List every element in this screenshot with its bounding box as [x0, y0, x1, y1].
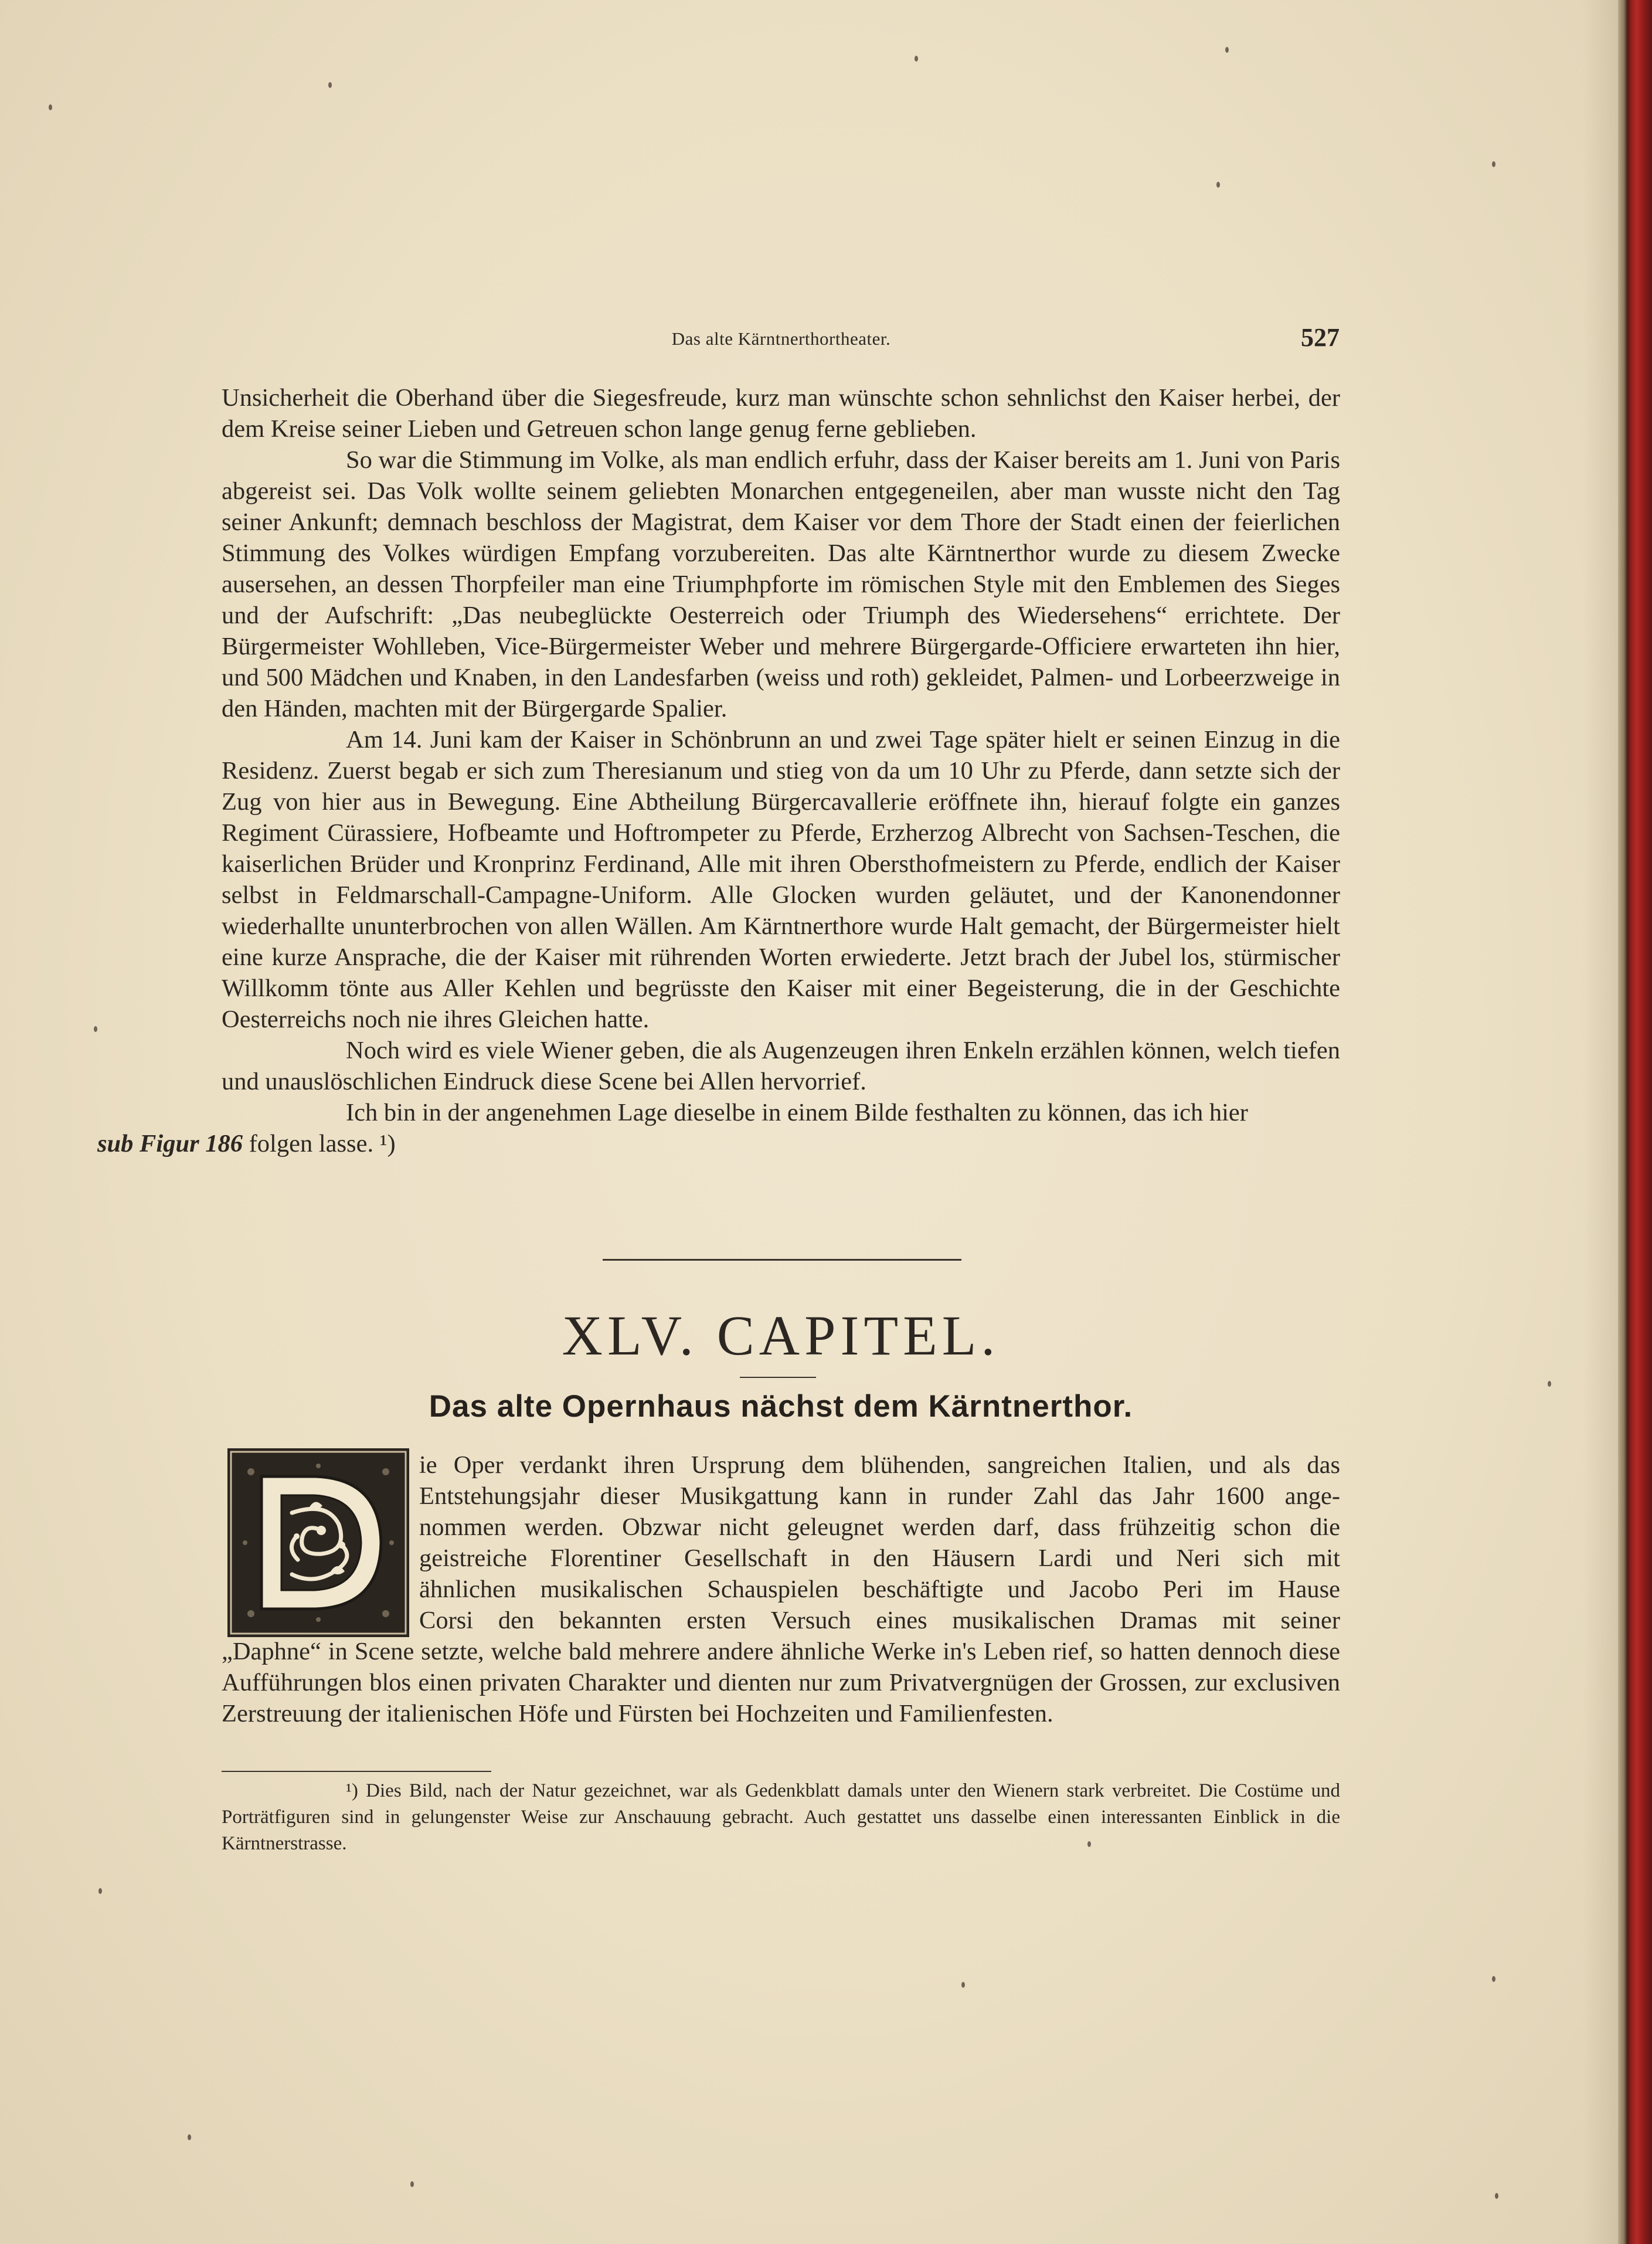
paper-speck [1225, 47, 1229, 53]
figure-reference-emphasis: sub Figur 186 [97, 1130, 243, 1157]
intro-line: Corsi den bekannten ersten Versuch eines musikalischen Dramas mit seiner [419, 1607, 1340, 1634]
red-book-binding [1618, 0, 1652, 2244]
footnote-divider [222, 1771, 491, 1772]
footnotes [222, 1778, 1340, 1857]
body-paragraph: Noch wird es viele Wiener geben, die als Augenzeugen ihren Enkeln erzählen können, welch tiefen und unauslöschlichen Eindruck diese Scene bei Allen hervorrief. [222, 1037, 1340, 1095]
paper-speck [961, 1982, 965, 1988]
section-divider [603, 1259, 961, 1261]
body-paragraph: Unsicherheit die Oberhand über die Siegesfreude, kurz man wünschte schon sehnlichst den Kaiser herbei, der dem Kreise seiner Lieben und Getreuen schon lange genug ferne geblieben. [222, 384, 1340, 443]
figure-reference-text: Ich bin in der angenehmen Lage dieselbe in einem Bilde festhalten zu können, das ich hier [346, 1099, 1248, 1126]
intro-line: nommen werden. Obzwar nicht geleugnet werden darf, dass frühzeitig schon die [419, 1513, 1340, 1541]
paper-speck [98, 1888, 102, 1894]
paper-speck [1548, 1381, 1551, 1387]
body-paragraph: Am 14. Juni kam der Kaiser in Schönbrunn an und zwei Tage später hielt er seinen Einzug in die Residenz. Zuerst begab er sich zum Theresianum und stieg von da um 10 Uhr zu Pferde, dann setzte sich der Zug von hier aus in Bewegung. Eine Abtheilung Bürgercavallerie eröffnete ihn, hierauf folgte ein ganzes Regiment Cürassiere, Hofbeamte und Hoftrompeter zu Pferde, Erzherzog Albrecht von Sachsen-Teschen, die kaiserlichen Brüder und Kronprinz Ferdinand, Alle mit ihren Obersthofmeistern zu Pferde, endlich der Kaiser selbst in Feldmarschall-Campagne-Uniform. Alle Glocken wurden geläutet, und der Kanonendonner wiederhallte ununterbrochen von allen Wällen. Am Kärntnerthore wurde Halt gemacht, der Bürgermeister hielt eine kurze Ansprache, die der Kaiser mit rührenden Worten erwiederte. Jetzt brach der Jubel los, stürmischer Willkomm tönte aus Aller Kehlen und begrüsste den Kaiser mit einer Begeisterung, die in der Geschichte Oesterreichs noch nie ihres Gleichen hatte. [222, 726, 1340, 1033]
paper-speck [188, 2134, 191, 2140]
body-paragraph: So war die Stimmung im Volke, als man endlich erfuhr, dass der Kaiser bereits am 1. Juni von Paris abgereist sei. Das Volk wollte seinem geliebten Monarchen entgegeneilen, aber man wusste nicht den Tag seiner Ankunft; demnach beschloss der Magistrat, dem Kaiser vor dem Thore der Stadt einen der feierlichen Stimmung des Volkes würdigen Empfang vorzubereiten. Das alte Kärntnerthor wurde zu diesem Zwecke ausersehen, an dessen Thorpfeiler man eine Triumphpforte im römischen Style mit den Emblemen des Sieges und der Aufschrift: „Das neubeglückte Oesterreich oder Triumph des Wiedersehens“ errichtete. Der Bürgermeister Wohlleben, Vice-Bürgermeister Weber und mehrere Bürgergarde-Officiere erwarteten ihn hier, und 500 Mädchen und Knaben, in den Landesfarben (weiss und roth) gekleidet, Palmen- und Lorbeerzweige in den Händen, machten mit der Bürgergarde Spalier. [222, 446, 1340, 722]
running-header [223, 322, 1340, 358]
paper-speck [94, 1026, 97, 1032]
intro-line: Entstehungsjahr dieser Musikgattung kann in runder Zahl das Jahr 1600 ange- [419, 1482, 1340, 1510]
intro-continuation: „Daphne“ in Scene setzte, welche bald mehrere andere ähnliche Werke in's Leben rief, so hatten dennoch diese Aufführungen blos einen privaten Charakter und dienten nur zum Privatvergnügen der Grossen, zur exclusiven Zerstreuung der italienischen Höfe und Fürsten bei Hochzeiten und Familienfesten. [222, 1638, 1340, 1727]
page-number: 527 [1301, 323, 1340, 352]
paper-speck [1495, 2193, 1498, 2199]
chapter-divider [740, 1377, 816, 1378]
gutter-shadow [1583, 0, 1618, 2244]
paper-speck [410, 2181, 414, 2187]
chapter-intro-text [222, 1449, 1340, 1729]
paper-speck [49, 104, 52, 110]
paper-speck [915, 56, 918, 62]
chapter-title: Das alte Opernhaus nächst dem Kärntnerthor. [429, 1389, 1133, 1424]
body-text [97, 382, 1340, 1159]
intro-line: ähnlichen musikalischen Schauspielen beschäftigte und Jacobo Peri im Hause [419, 1576, 1340, 1603]
footnote-text: ¹) Dies Bild, nach der Natur gezeichnet, war als Gedenkblatt damals unter den Wienern stark verbreitet. Die Costüme und Porträtfiguren sind in gelungenster Weise zur Anschauung gebracht. Auch gestattet uns dasselbe einen interessanten Einblick in die Kärntnerstrasse. [222, 1780, 1340, 1854]
paper-speck [1492, 1976, 1495, 1982]
intro-line: geistreiche Florentiner Gesellschaft in den Häusern Lardi und Neri sich mit [419, 1544, 1340, 1572]
running-title: Das alte Kärntnerthortheater. [671, 328, 891, 349]
paper-speck [1216, 182, 1220, 188]
figure-reference-tail: folgen lasse. ¹) [249, 1130, 396, 1157]
paper-speck [1492, 161, 1495, 167]
chapter-number: XLV. CAPITEL. [562, 1304, 1000, 1367]
paper-speck [328, 82, 332, 88]
figure-reference-paragraph [97, 1097, 1340, 1159]
intro-line: ie Oper verdankt ihren Ursprung dem blühenden, sangreichen Italien, und als das [419, 1451, 1340, 1479]
